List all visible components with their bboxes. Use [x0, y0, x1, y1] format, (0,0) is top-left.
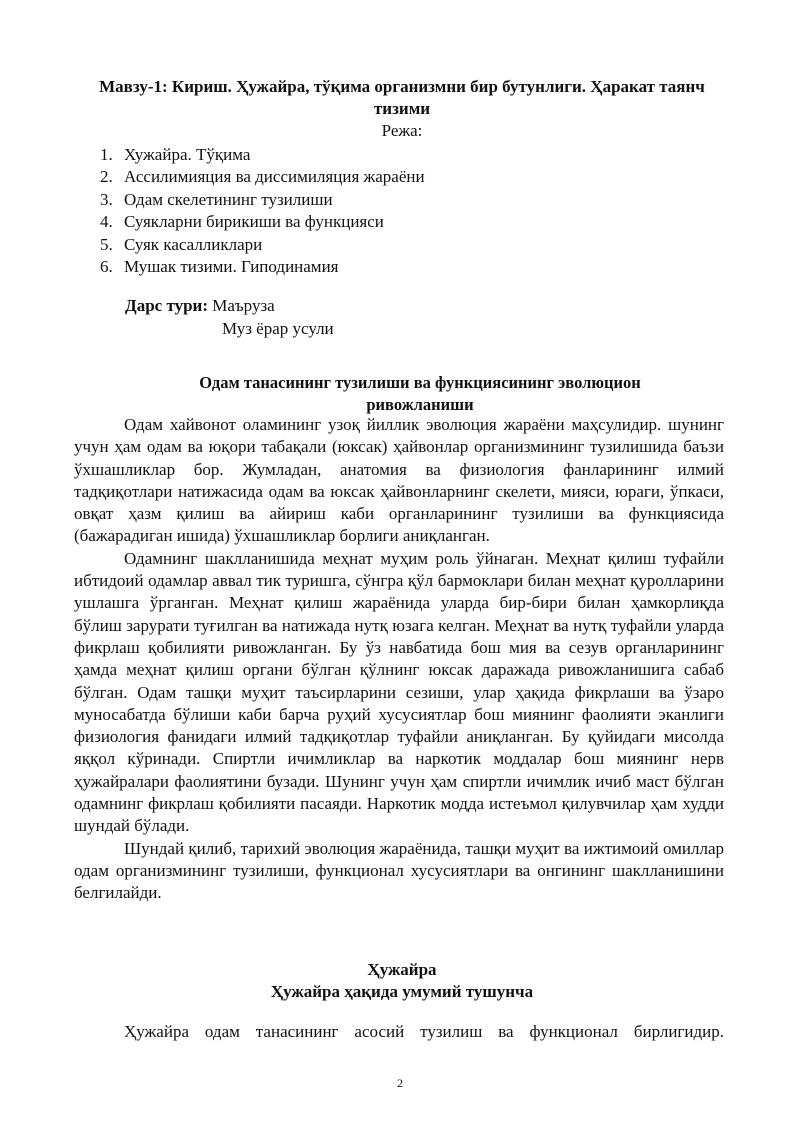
paragraph: Ҳужайра одам танасининг асосий тузилиш ва функционал бирлигидир. — [124, 1022, 724, 1041]
plan-list — [100, 144, 425, 278]
plan-item-text: Мушак тизими. Гиподинамия — [124, 257, 339, 277]
document-title: Мавзу-1: Кириш. Ҳужайра, тўқима организмни бир бутунлиги. Ҳаракат таянч тизими — [99, 77, 705, 118]
paragraph: Шундай қилиб, тарихий эволюция жараёнида, ташқи муҳит ва ижтимоий омиллар одам организмининг тузилиши, функционал хусусиятлари ва онгининг шаклланишини белгилайди. — [74, 838, 724, 903]
plan-heading: Режа: — [381, 121, 423, 140]
plan-item-number: 5. — [100, 234, 113, 254]
plan-item-text: Суякларни бирикиши ва функцияси — [124, 212, 384, 232]
plan-item-number: 6. — [100, 257, 113, 277]
plan-item — [100, 256, 425, 278]
lesson-type — [125, 294, 275, 318]
cell-subheading: Ҳужайра ҳақида умумий тушунча — [270, 982, 534, 1001]
plan-item — [100, 166, 425, 188]
plan-item-number: 2. — [100, 167, 113, 187]
paragraph: Одамнинг шаклланишида меҳнат муҳим роль ўйнаган. Меҳнат қилиш туфайли ибтидоий одамлар аввал тик туришга, сўнгра қўл бармоклари билан меҳнат қуролларини ушлашга ўрганган. Меҳнат қилиш жараёнида уларда бир-бири билан ҳамкорлиқда бўлиш зарурати туғилган ва натижада нутқ юзага келган. Меҳнат ва нутқ туфайли уларда фикрлаш қобилияти ривожланган. Бу ўз навбатида бош мия ва сезув органларининг ҳамда меҳнат қилиш органи бўлган қўлнинг юксак даражада ривожланишига сабаб бўлган. Одам ташқи муҳит таъсирларини сезиши, улар ҳақида фикрлаши ва ўзаро муносабатда бўлиши каби барча руҳий хусусиятлар бош миянинг фаолияти эканлиги физиология фанидаги илмий тадқиқотлар туфайли аниқланган. Бу қуйидаги мисолда яққол кўринади. Спиртли ичимликлар ва наркотик моддалар бош миянинг нерв ҳужайралари фаолиятини бузади. Шунинг учун ҳам спиртли ичимлик ичиб маст бўлган одамнинг фикрлаш қобилияти пасаяди. Наркотик модда истеъмол қилувчилар ҳам худди шундай бўлади. — [74, 548, 724, 836]
plan-item-number: 4. — [100, 212, 113, 232]
plan-item — [100, 144, 425, 166]
section-heading: Одам танасининг тузилиши ва функциясининг эволюцион ривожланиши — [199, 373, 641, 414]
paragraph: Одам хайвонот оламининг узоқ йиллик эволюция жараёни маҳсулидир. шунинг учун ҳам одам ва юқори табақали (юксак) ҳайвонлар организмининг тузилишида баъзи ўхшашликлар бор. Жумладан, анатомия ва физиология фанларининг илмий тадқиқотлари натижасида одам ва юксак ҳайвонларнинг скелети, мияси, юраги, ўпкаси, овқат ҳазм қилиш ва айириш каби органларининг тузилиши ва функциясида (бажарадиган ишида) ўхшашликлар борлиги аниқланган. — [74, 415, 724, 546]
plan-item — [100, 189, 425, 211]
plan-item-number: 1. — [100, 145, 113, 164]
page-number: 2 — [397, 1076, 403, 1090]
lesson-method: Муз ёрар усули — [222, 319, 334, 338]
plan-item-text: Хужайра. Тўқима — [124, 145, 251, 164]
plan-item-text: Ассилимияция ва диссимиляция жараёни — [124, 167, 425, 187]
plan-item-text: Одам скелетининг тузилиши — [124, 189, 333, 209]
lesson-type-label: Дарс тури: — [125, 296, 208, 315]
plan-item-text: Суяк касалликлари — [124, 234, 263, 254]
plan-item — [100, 234, 425, 256]
lesson-type-value: Маъруза — [212, 296, 275, 315]
body-text — [74, 414, 724, 905]
cell-heading: Ҳужайра — [367, 960, 437, 979]
plan-item — [100, 211, 425, 233]
plan-item-number: 3. — [100, 189, 113, 209]
